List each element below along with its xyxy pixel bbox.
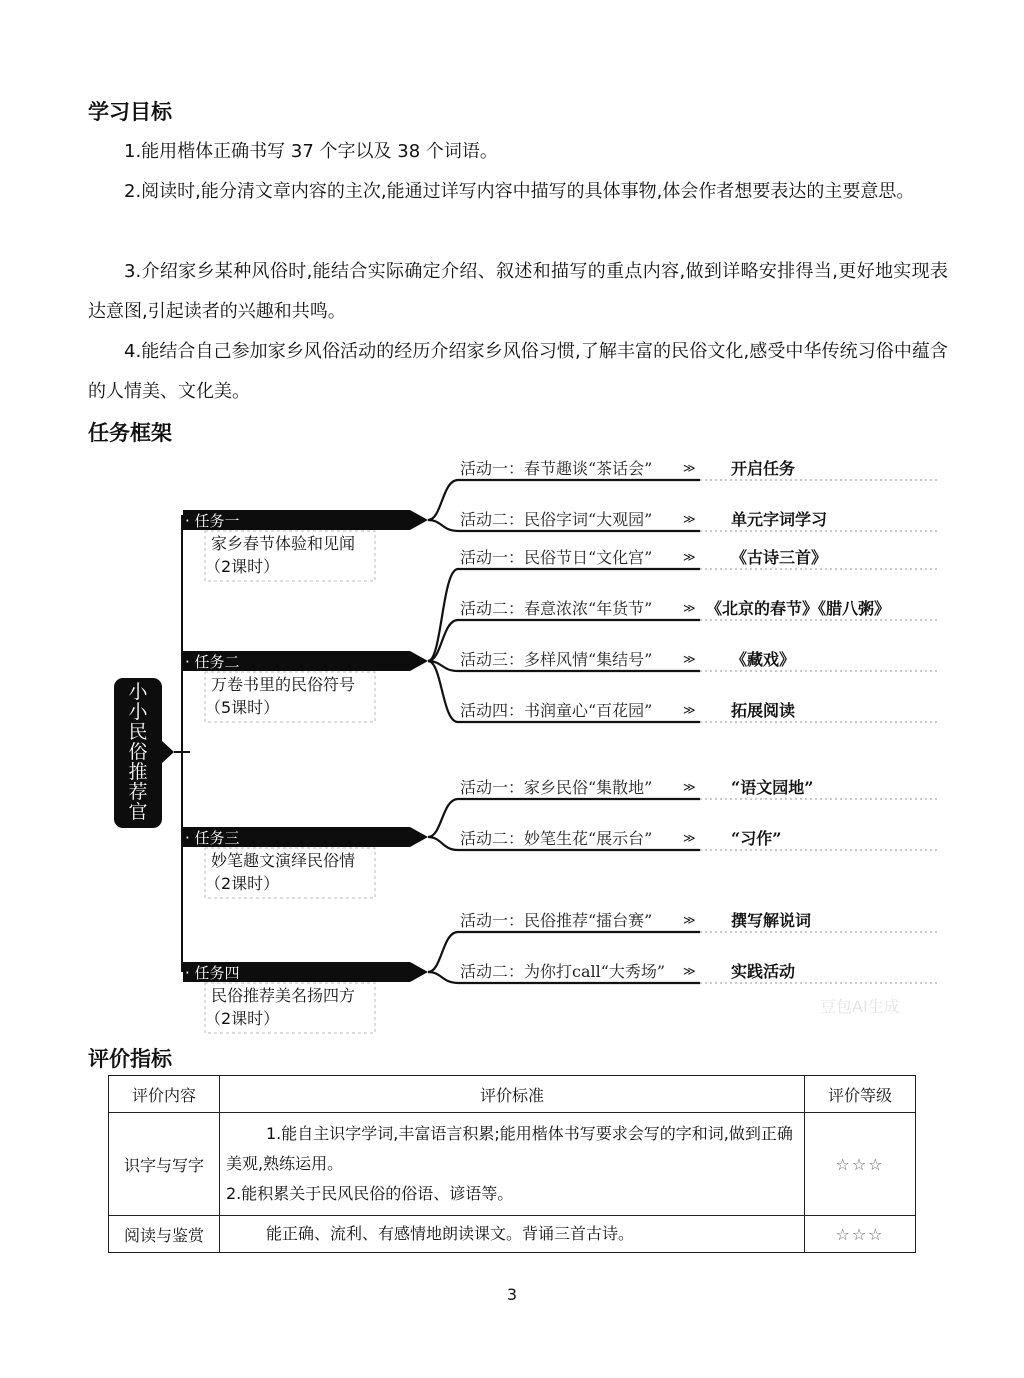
activity-target: 单元字词学习 (731, 510, 828, 529)
activity-target: “习作” (731, 829, 782, 848)
activity-label: 活动二：为你打call“大秀场” (460, 962, 666, 981)
arrow-icon: ≫ (683, 703, 696, 717)
row-criteria (220, 1216, 805, 1253)
header-level: 评价等级 (805, 1076, 916, 1113)
task-name: · 任务二 (185, 653, 240, 671)
row-criteria (220, 1113, 805, 1216)
row-level: ☆☆☆ (805, 1113, 916, 1216)
table-row (109, 1216, 916, 1253)
task-name: · 任务四 (185, 964, 240, 982)
activity-connector (428, 620, 458, 661)
activity-label: 活动一：民俗推荐“擂台赛” (460, 911, 653, 930)
table-header-row (109, 1076, 916, 1113)
criteria-item: 1.能自主识字学词,丰富语言积累;能用楷体书写要求会写的字和词,做到正确美观,熟练运用。 (226, 1124, 793, 1173)
activity-label: 活动二：民俗字词“大观园” (460, 510, 653, 529)
activity-label: 活动二：妙笔生花“展示台” (460, 829, 653, 848)
activity-target: 开启任务 (731, 459, 796, 478)
arrow-icon: ≫ (683, 550, 696, 564)
task-hours: （2课时） (205, 557, 280, 576)
watermark: 豆包AI生成 (820, 997, 900, 1016)
row-category: 识字与写字 (109, 1113, 220, 1216)
root-char: 官 (128, 801, 148, 823)
task-desc: 民俗推荐美名扬四方 (211, 986, 356, 1005)
criteria-item: 2.能积累关于民风民俗的俗语、谚语等。 (226, 1184, 514, 1203)
arrow-icon: ≫ (683, 913, 696, 927)
activity-label: 活动一：家乡民俗“集散地” (460, 778, 653, 797)
activity-target: 拓展阅读 (731, 701, 796, 720)
row-category: 阅读与鉴赏 (109, 1216, 220, 1253)
objective-2: 2.阅读时,能分清文章内容的主次,能通过详写内容中描写的具体事物,体会作者想要表达的主要意思。 (124, 181, 915, 202)
arrow-icon: ≫ (683, 652, 696, 666)
objective-3: 3.介绍家乡某种风俗时,能结合实际确定介绍、叙述和描写的重点内容,做到详略安排得当,更好地实现表达意图,引起读者的兴趣和共鸣。 (88, 261, 948, 322)
arrow-icon: ≫ (683, 780, 696, 794)
activity-connector (428, 520, 458, 531)
activity-target: 《藏戏》 (731, 650, 796, 669)
task-name: · 任务三 (185, 829, 240, 847)
activity-label: 活动一：春节趣谈“茶话会” (460, 459, 653, 478)
activity-target: 撰写解说词 (731, 911, 812, 930)
arrow-icon: ≫ (683, 601, 696, 615)
header-criteria: 评价标准 (220, 1076, 805, 1113)
root-char: 民 (128, 721, 148, 743)
activity-connector (428, 569, 458, 661)
arrow-icon: ≫ (683, 512, 696, 526)
activity-label: 活动三：多样风情“集结号” (460, 650, 653, 669)
page-number: 3 (506, 1285, 518, 1304)
root-char: 小 (128, 681, 148, 703)
root-char: 小 (128, 701, 148, 723)
row-level: ☆☆☆ (805, 1216, 916, 1253)
root-char: 推 (128, 761, 148, 783)
root-node (114, 678, 174, 828)
objective-1: 1.能用楷体正确书写 37 个字以及 38 个词语。 (124, 141, 498, 162)
criteria-item: 能正确、流利、有感情地朗读课文。背诵三首古诗。 (266, 1224, 635, 1243)
arrow-icon: ≫ (683, 461, 696, 475)
activity-target: 《古诗三首》 (731, 548, 828, 567)
activity-connector (428, 972, 458, 983)
activity-target: 《北京的春节》《腊八粥》 (706, 599, 891, 618)
task-desc: 妙笔趣文演绎民俗情 (211, 851, 356, 870)
evaluation-table (108, 1075, 916, 1253)
root-char: 俗 (128, 741, 148, 763)
arrow-icon: ≫ (683, 964, 696, 978)
task-desc: 万卷书里的民俗符号 (211, 675, 356, 694)
activity-target: “语文园地” (731, 778, 814, 797)
task-hours: （2课时） (205, 874, 280, 893)
activity-label: 活动四：书润童心“百花园” (460, 701, 653, 720)
table-row (109, 1113, 916, 1216)
framework-heading: 任务框架 (88, 421, 172, 445)
activity-label: 活动一：民俗节日“文化宫” (460, 548, 653, 567)
header-content: 评价内容 (109, 1076, 220, 1113)
task-desc: 家乡春节体验和见闻 (211, 534, 356, 553)
activity-connector (428, 837, 458, 850)
root-char: 荐 (128, 781, 148, 803)
activity-target: 实践活动 (731, 962, 796, 981)
task-name: · 任务一 (185, 512, 240, 530)
evaluation-heading: 评价指标 (88, 1047, 172, 1071)
activity-connector (428, 932, 458, 972)
objective-4: 4.能结合自己参加家乡风俗活动的经历介绍家乡风俗习惯,了解丰富的民俗文化,感受中华传统习俗中蕴含的人情美、文化美。 (88, 341, 948, 402)
root-pointer (161, 740, 174, 764)
activity-connector (428, 480, 458, 520)
task-hours: （5课时） (205, 698, 280, 717)
task-hours: （2课时） (205, 1009, 280, 1028)
activity-label: 活动二：春意浓浓“年货节” (460, 599, 653, 618)
task-framework-mindmap (0, 455, 1024, 1045)
objectives-heading: 学习目标 (88, 100, 172, 124)
arrow-icon: ≫ (683, 831, 696, 845)
activity-connector (428, 799, 458, 837)
